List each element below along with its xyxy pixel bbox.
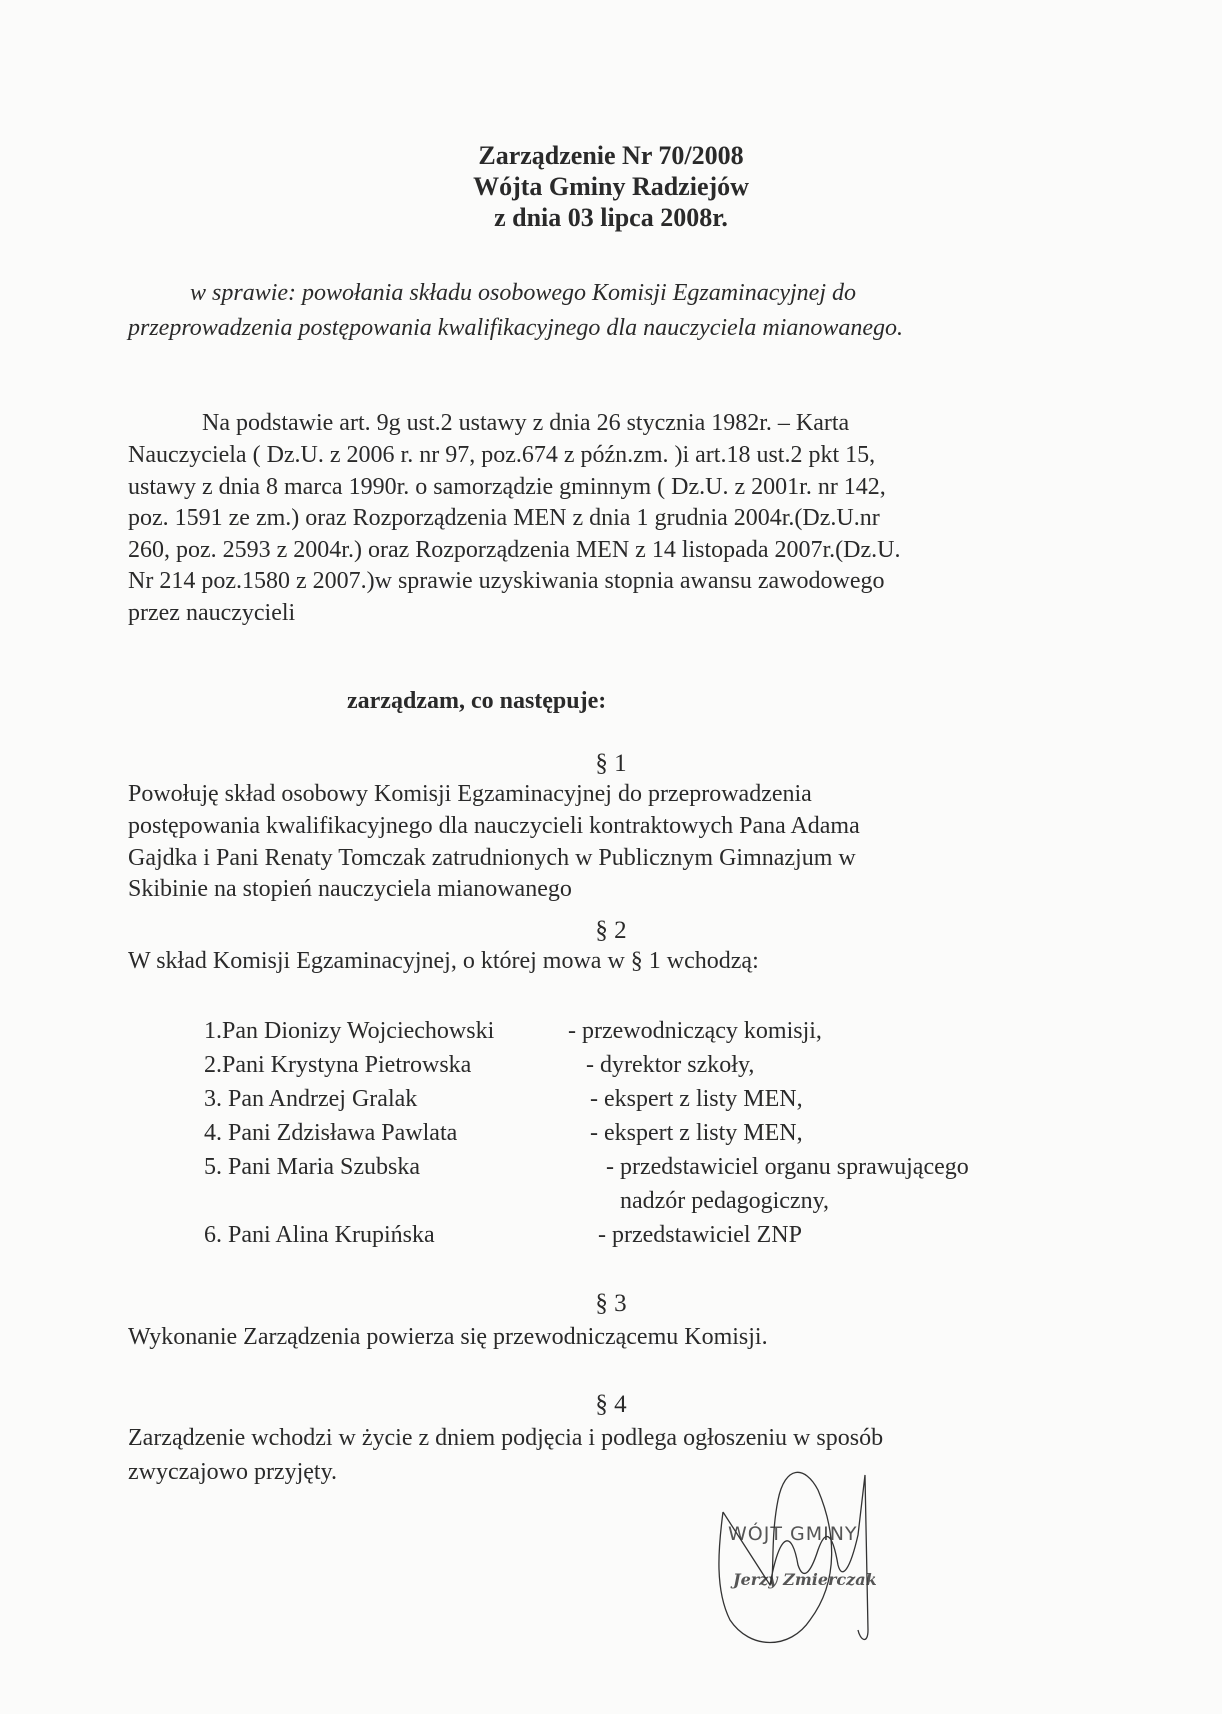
- signature-stroke: [719, 1472, 868, 1642]
- member-role: - dyrektor szkoły,: [586, 1052, 755, 1078]
- member-name: 6. Pani Alina Krupińska: [204, 1222, 435, 1248]
- member-name: 2.Pani Krystyna Pietrowska: [204, 1052, 472, 1078]
- decree-phrase: zarządzam, co następuje:: [347, 688, 607, 714]
- member-name: 3. Pan Andrzej Gralak: [204, 1086, 418, 1112]
- member-name: 4. Pani Zdzisława Pawlata: [204, 1120, 458, 1146]
- preamble-line-6: Nr 214 poz.1580 z 2007.)w sprawie uzyskiwania stopnia awansu zawodowego: [128, 568, 885, 594]
- section-4-heading: § 4: [595, 1391, 627, 1418]
- section-1-heading: § 1: [595, 750, 627, 777]
- section-4-line-1: Zarządzenie wchodzi w życie z dniem podjęcia i podlega ogłoszeniu w sposób: [128, 1425, 884, 1451]
- member-role-continued: nadzór pedagogiczny,: [620, 1188, 830, 1214]
- section-2-intro: W skład Komisji Egzaminacyjnej, o której mowa w § 1 wchodzą:: [128, 948, 759, 974]
- member-role: - ekspert z listy MEN,: [590, 1120, 803, 1146]
- handwritten-signature: [700, 1470, 1050, 1670]
- subject-line-2: przeprowadzenia postępowania kwalifikacyjnego dla nauczyciela mianowanego.: [128, 315, 904, 341]
- member-name: 5. Pani Maria Szubska: [204, 1154, 420, 1180]
- section-1-line-4: Skibinie na stopień nauczyciela mianowanego: [128, 876, 572, 902]
- section-1-line-3: Gajdka i Pani Renaty Tomczak zatrudnionych w Publicznym Gimnazjum w: [128, 845, 856, 871]
- preamble-line-4: poz. 1591 ze zm.) oraz Rozporządzenia MEN z dnia 1 grudnia 2004r.(Dz.U.nr: [128, 505, 880, 531]
- section-3-heading: § 3: [595, 1290, 627, 1317]
- decree-number: Zarządzenie Nr 70/2008: [478, 141, 744, 170]
- member-role: - przewodniczący komisji,: [568, 1018, 822, 1044]
- preamble-line-1: Na podstawie art. 9g ust.2 ustawy z dnia 26 stycznia 1982r. – Karta: [202, 410, 850, 436]
- section-4-line-2: zwyczajowo przyjęty.: [128, 1459, 338, 1485]
- member-role: - przedstawiciel ZNP: [598, 1222, 802, 1248]
- section-1-line-2: postępowania kwalifikacyjnego dla nauczycieli kontraktowych Pana Adama: [128, 813, 860, 839]
- section-1-line-1: Powołuję skład osobowy Komisji Egzaminacyjnej do przeprowadzenia: [128, 781, 812, 807]
- preamble-line-3: ustawy z dnia 8 marca 1990r. o samorządzie gminnym ( Dz.U. z 2001r. nr 142,: [128, 474, 886, 500]
- preamble-line-2: Nauczyciela ( Dz.U. z 2006 r. nr 97, poz.674 z późn.zm. )i art.18 ust.2 pkt 15,: [128, 442, 876, 468]
- member-role: - ekspert z listy MEN,: [590, 1086, 803, 1112]
- issuer: Wójta Gminy Radziejów: [473, 172, 749, 201]
- member-name: 1.Pan Dionizy Wojciechowski: [204, 1018, 495, 1044]
- section-3-text: Wykonanie Zarządzenia powierza się przewodniczącemu Komisji.: [128, 1324, 768, 1350]
- preamble-line-7: przez nauczycieli: [128, 600, 296, 626]
- preamble-line-5: 260, poz. 2593 z 2004r.) oraz Rozporządzenia MEN z 14 listopada 2007r.(Dz.U.: [128, 537, 901, 563]
- stamp-name: Jerzy Zmierczak: [733, 1570, 877, 1589]
- subject-line-1: w sprawie: powołania składu osobowego Komisji Egzaminacyjnej do: [190, 280, 856, 306]
- decree-date: z dnia 03 lipca 2008r.: [494, 203, 728, 232]
- member-role: - przedstawiciel organu sprawującego: [606, 1154, 969, 1180]
- section-2-heading: § 2: [595, 917, 627, 944]
- stamp-title: WÓJT GMINY: [728, 1523, 858, 1545]
